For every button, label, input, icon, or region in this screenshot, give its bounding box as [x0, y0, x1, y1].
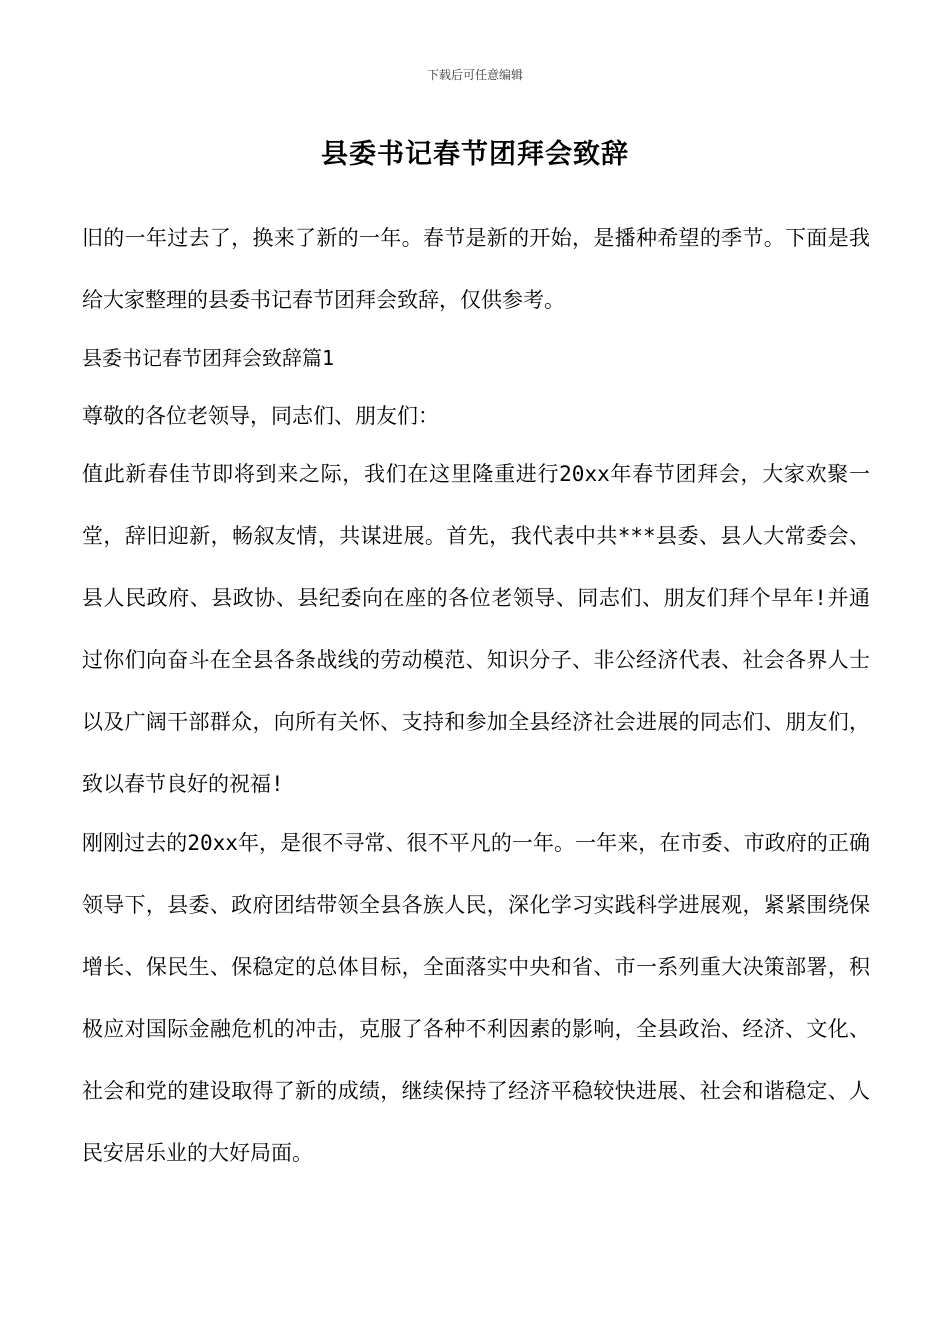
document-title: 县委书记春节团拜会致辞 — [321, 139, 629, 170]
intro-block — [82, 207, 870, 331]
intro-paragraph: 旧的一年过去了，换来了新的一年。春节是新的开始，是播种希望的季节。下面是我给大家整理的县委书记春节团拜会致辞，仅供参考。 — [82, 226, 870, 312]
paragraph-1-block — [82, 443, 870, 815]
section-heading: 县委书记春节团拜会致辞篇1 — [82, 346, 335, 370]
body-paragraph-1: 值此新春佳节即将到来之际，我们在这里隆重进行20xx年春节团拜会，大家欢聚一堂，辞旧迎新，畅叙友情，共谋进展。首先，我代表中共***县委、县人大常委会、县人民政府、县政协、县纪委向在座的各位老领导、同志们、朋友们拜个早年!并通过你们向奋斗在全县各条战线的劳动模范、知识分子、非公经济代表、社会各界人士以及广阔干部群众，向所有关怀、支持和参加全县经济社会进展的同志们、朋友们，致以春节良好的祝福! — [82, 462, 870, 796]
header-note: 下载后可任意编辑 — [426, 68, 523, 82]
paragraph-2-block — [82, 812, 870, 1184]
salutation: 尊敬的各位老领导，同志们、朋友们： — [82, 404, 439, 428]
body-paragraph-2: 刚刚过去的20xx年，是很不寻常、很不平凡的一年。一年来，在市委、市政府的正确领导下，县委、政府团结带领全县各族人民，深化学习实践科学进展观，紧紧围绕保增长、保民生、保稳定的总体目标，全面落实中央和省、市一系列重大决策部署，积极应对国际金融危机的冲击，克服了各种不利因素的影响，全县政治、经济、文化、社会和党的建设取得了新的成绩，继续保持了经济平稳较快进展、社会和谐稳定、人民安居乐业的大好局面。 — [82, 831, 870, 1165]
